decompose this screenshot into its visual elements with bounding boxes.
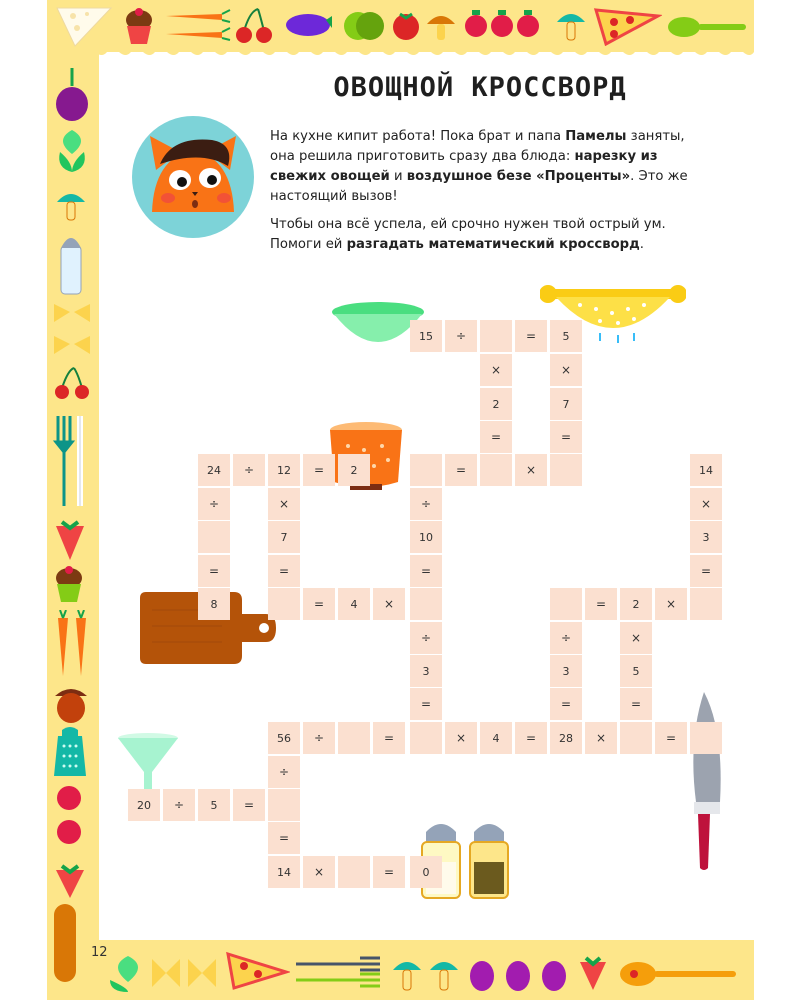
crossword-operator-cell: =: [410, 555, 442, 587]
crossword-number-cell: 3: [690, 521, 722, 553]
character-name: Памелы: [565, 129, 627, 144]
crossword-blank-cell[interactable]: [550, 454, 582, 486]
mushroom-icon: [424, 8, 458, 44]
crossword-operator-cell: =: [198, 555, 230, 587]
crossword-operator-cell: =: [550, 688, 582, 720]
crossword-operator-cell: ×: [550, 354, 582, 386]
crossword-blank-cell[interactable]: [268, 588, 300, 620]
raspberries-left-icon: [52, 782, 86, 856]
crossword-operator-cell: =: [268, 555, 300, 587]
crossword-operator-cell: =: [655, 722, 687, 754]
crossword-operator-cell: =: [410, 688, 442, 720]
intro-paragraph-1: [270, 127, 710, 207]
pizza-slice-icon: [592, 6, 662, 46]
blackberries-bottom-icon: [466, 952, 572, 994]
carrots-left-icon: [52, 610, 92, 680]
crossword-operator-cell: =: [233, 789, 265, 821]
crossword-number-cell: 4: [480, 722, 512, 754]
crossword-number-cell: 12: [268, 454, 300, 486]
crossword-operator-cell: ×: [303, 856, 335, 888]
basil-bottom-icon: [104, 952, 152, 992]
crossword-operator-cell: ÷: [198, 488, 230, 520]
crossword-number-cell: 56: [268, 722, 300, 754]
intro-text-run: и: [389, 169, 407, 184]
kitchen-knife-icon: [680, 690, 726, 872]
mushroom-teal-icon: [554, 6, 588, 46]
grater-icon: [52, 726, 88, 778]
crossword-operator-cell: ÷: [163, 789, 195, 821]
raspberries-icon: [462, 6, 544, 42]
crossword-blank-cell[interactable]: [480, 454, 512, 486]
cupcake-icon: [122, 6, 156, 46]
crossword-blank-cell[interactable]: [268, 789, 300, 821]
crossword-number-cell: 7: [268, 521, 300, 553]
crossword-operator-cell: ×: [515, 454, 547, 486]
crossword-blank-cell[interactable]: [410, 588, 442, 620]
crossword-number-cell: 2: [620, 588, 652, 620]
mushrooms-bottom-icon: [390, 954, 464, 994]
crossword-operator-cell: ÷: [233, 454, 265, 486]
crossword-operator-cell: =: [480, 421, 512, 453]
crossword-number-cell: 15: [410, 320, 442, 352]
intro-text-run: заняты, она решила приготовить сразу два блюда:: [270, 129, 685, 164]
forks-bottom-icon: [292, 954, 384, 990]
crossword-number-cell: 3: [410, 655, 442, 687]
crossword-operator-cell: ÷: [410, 488, 442, 520]
crossword-operator-cell: =: [373, 856, 405, 888]
spoon-bottom-icon: [616, 958, 740, 990]
salt-shaker-icon: [56, 232, 86, 296]
crossword-operator-cell: =: [690, 555, 722, 587]
acorn-icon: [52, 682, 90, 724]
pizza-bottom-icon: [224, 950, 290, 992]
crossword-operator-cell: ×: [480, 354, 512, 386]
crossword-blank-cell[interactable]: [690, 722, 722, 754]
crossword-operator-cell: =: [515, 722, 547, 754]
intro-text-run: На кухне кипит работа! Пока брат и папа: [270, 129, 566, 144]
strawberry-icon: [52, 516, 88, 562]
intro-text-run: . Это же настоящий вызов!: [270, 169, 688, 204]
intro-text-run: .: [639, 237, 644, 252]
intro-text: [270, 127, 710, 263]
crossword-number-cell: 5: [620, 655, 652, 687]
crossword-operator-cell: =: [445, 454, 477, 486]
dish-name-2: воздушное безе «Проценты»: [406, 169, 631, 184]
carrot-icon: [162, 6, 232, 46]
crossword-operator-cell: ÷: [445, 320, 477, 352]
task-highlight: разгадать математический кроссворд: [346, 237, 640, 252]
crossword-operator-cell: ×: [585, 722, 617, 754]
onion-icon: [52, 66, 92, 124]
crossword-number-cell: 10: [410, 521, 442, 553]
crossword-operator-cell: =: [373, 722, 405, 754]
pepper-jar-icon: [466, 822, 512, 900]
crossword-operator-cell: ×: [690, 488, 722, 520]
crossword-operator-cell: =: [550, 421, 582, 453]
crossword-number-cell: 2: [338, 454, 370, 486]
crossword-operator-cell: ÷: [550, 622, 582, 654]
page-number: 12: [91, 945, 108, 960]
cherry-left-icon: [52, 366, 92, 402]
crossword-operator-cell: ×: [268, 488, 300, 520]
cupcake-left-icon: [52, 564, 86, 604]
crossword-blank-cell[interactable]: [410, 454, 442, 486]
crossword-blank-cell[interactable]: [480, 320, 512, 352]
crossword-number-cell: 8: [198, 588, 230, 620]
crossword-blank-cell[interactable]: [550, 588, 582, 620]
eggplant-icon: [282, 10, 334, 40]
dish-name-1: нарезку из свежих овощей: [270, 149, 658, 184]
crossword-blank-cell[interactable]: [620, 722, 652, 754]
frame-wave-top: [95, 44, 754, 62]
crossword-operator-cell: =: [303, 588, 335, 620]
crossword-number-cell: 5: [550, 320, 582, 352]
pasta-bottom-icon: [148, 955, 222, 991]
basil-icon: [50, 126, 94, 176]
strawberry-left-icon: [52, 860, 88, 900]
intro-paragraph-2: [270, 215, 710, 255]
crossword-blank-cell[interactable]: [198, 521, 230, 553]
crossword-operator-cell: ×: [373, 588, 405, 620]
crossword-blank-cell[interactable]: [338, 856, 370, 888]
crossword-number-cell: 14: [268, 856, 300, 888]
baguette-icon: [50, 902, 80, 984]
cherry-icon: [232, 5, 276, 45]
crossword-operator-cell: ×: [445, 722, 477, 754]
crossword-number-cell: 28: [550, 722, 582, 754]
crossword-operator-cell: =: [268, 822, 300, 854]
crossword-number-cell: 4: [338, 588, 370, 620]
crossword-operator-cell: ÷: [303, 722, 335, 754]
page-title: ОВОЩНОЙ КРОССВОРД: [333, 72, 627, 103]
intro-text-run: Чтобы она всё успела, ей срочно нужен твой острый ум. Помоги ей: [270, 217, 666, 252]
fork-knife-icon: [50, 412, 94, 508]
lettuce-icon: [342, 6, 386, 46]
funnel-icon: [116, 732, 180, 792]
crossword-blank-cell[interactable]: [338, 722, 370, 754]
mushroom-left-icon: [54, 186, 88, 226]
crossword-operator-cell: ÷: [410, 622, 442, 654]
crossword-operator-cell: ×: [655, 588, 687, 620]
crossword-number-cell: 0: [410, 856, 442, 888]
crossword-number-cell: 24: [198, 454, 230, 486]
crossword-operator-cell: ×: [620, 622, 652, 654]
tomato-icon: [390, 8, 422, 42]
strawberry-bottom-icon: [576, 952, 610, 992]
crossword-operator-cell: =: [585, 588, 617, 620]
crossword-number-cell: 7: [550, 388, 582, 420]
crossword-operator-cell: ÷: [268, 756, 300, 788]
crossword-operator-cell: =: [303, 454, 335, 486]
crossword-blank-cell[interactable]: [690, 588, 722, 620]
spoon-icon: [664, 10, 750, 44]
crossword-operator-cell: =: [620, 688, 652, 720]
crossword-number-cell: 14: [690, 454, 722, 486]
crossword-number-cell: 5: [198, 789, 230, 821]
crossword-number-cell: 20: [128, 789, 160, 821]
crossword-operator-cell: =: [515, 320, 547, 352]
pasta-icon: [50, 300, 94, 364]
cheese-icon: [55, 4, 115, 48]
crossword-blank-cell[interactable]: [410, 722, 442, 754]
frame-wave-bottom: [95, 935, 754, 951]
crossword-number-cell: 3: [550, 655, 582, 687]
pamela-cat-avatar: [132, 116, 254, 238]
crossword-number-cell: 2: [480, 388, 512, 420]
